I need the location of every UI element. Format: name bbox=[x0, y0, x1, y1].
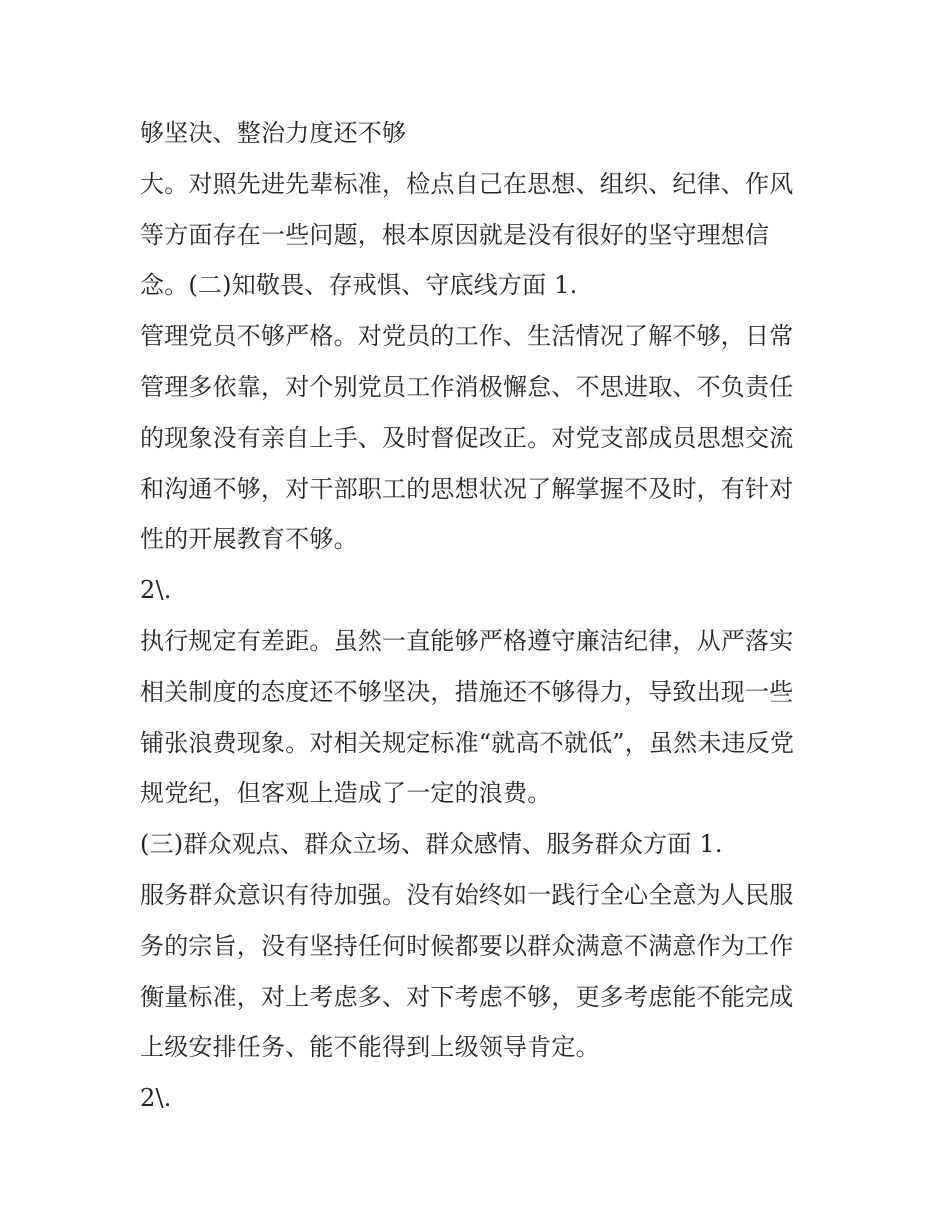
text-line: 等方面存在一些问题，根本原因就是没有很好的坚守理想信 bbox=[140, 220, 770, 249]
document-body bbox=[140, 108, 840, 1124]
text-line: 2\. bbox=[140, 576, 172, 605]
text-line: 服务群众意识有待加强。没有始终如一践行全心全意为人民服 bbox=[140, 880, 794, 909]
text-line: 念。(二)知敬畏、存戒惧、守底线方面 1. bbox=[140, 271, 578, 300]
text-line: 衡量标准，对上考虑多、对下考虑不够，更多考虑能不能完成 bbox=[140, 982, 794, 1011]
text-line: 务的宗旨，没有坚持任何时候都要以群众满意不满意作为工作 bbox=[140, 931, 794, 960]
text-line: 2\. bbox=[140, 1084, 172, 1113]
text-line: 上级安排任务、能不能得到上级领导肯定。 bbox=[140, 1033, 600, 1062]
text-line: (三)群众观点、群众立场、群众感情、服务群众方面 1. bbox=[140, 830, 723, 859]
text-line: 铺张浪费现象。对相关规定标准“就高不就低”，虽然未违反党 bbox=[140, 728, 795, 757]
text-line: 管理多依靠，对个别党员工作消极懈怠、不思进取、不负责任 bbox=[140, 372, 794, 401]
text-line: 够坚决、整治力度还不够 bbox=[140, 119, 407, 147]
text-line: 大。对照先进先辈标准，检点自己在思想、组织、纪律、作风 bbox=[140, 169, 794, 198]
text-line: 和沟通不够，对干部职工的思想状况了解掌握不及时，有针对 bbox=[140, 474, 794, 503]
text-line: 性的开展教育不够。 bbox=[140, 525, 358, 554]
text-line: 执行规定有差距。虽然一直能够严格遵守廉洁纪律，从严落实 bbox=[140, 626, 794, 655]
text-line: 规党纪，但客观上造成了一定的浪费。 bbox=[140, 779, 552, 808]
text-line: 相关制度的态度还不够坚决，措施还不够得力，导致出现一些 bbox=[140, 677, 794, 706]
text-line: 的现象没有亲自上手、及时督促改正。对党支部成员思想交流 bbox=[140, 423, 794, 452]
text-line: 管理党员不够严格。对党员的工作、生活情况了解不够，日常 bbox=[140, 322, 794, 351]
